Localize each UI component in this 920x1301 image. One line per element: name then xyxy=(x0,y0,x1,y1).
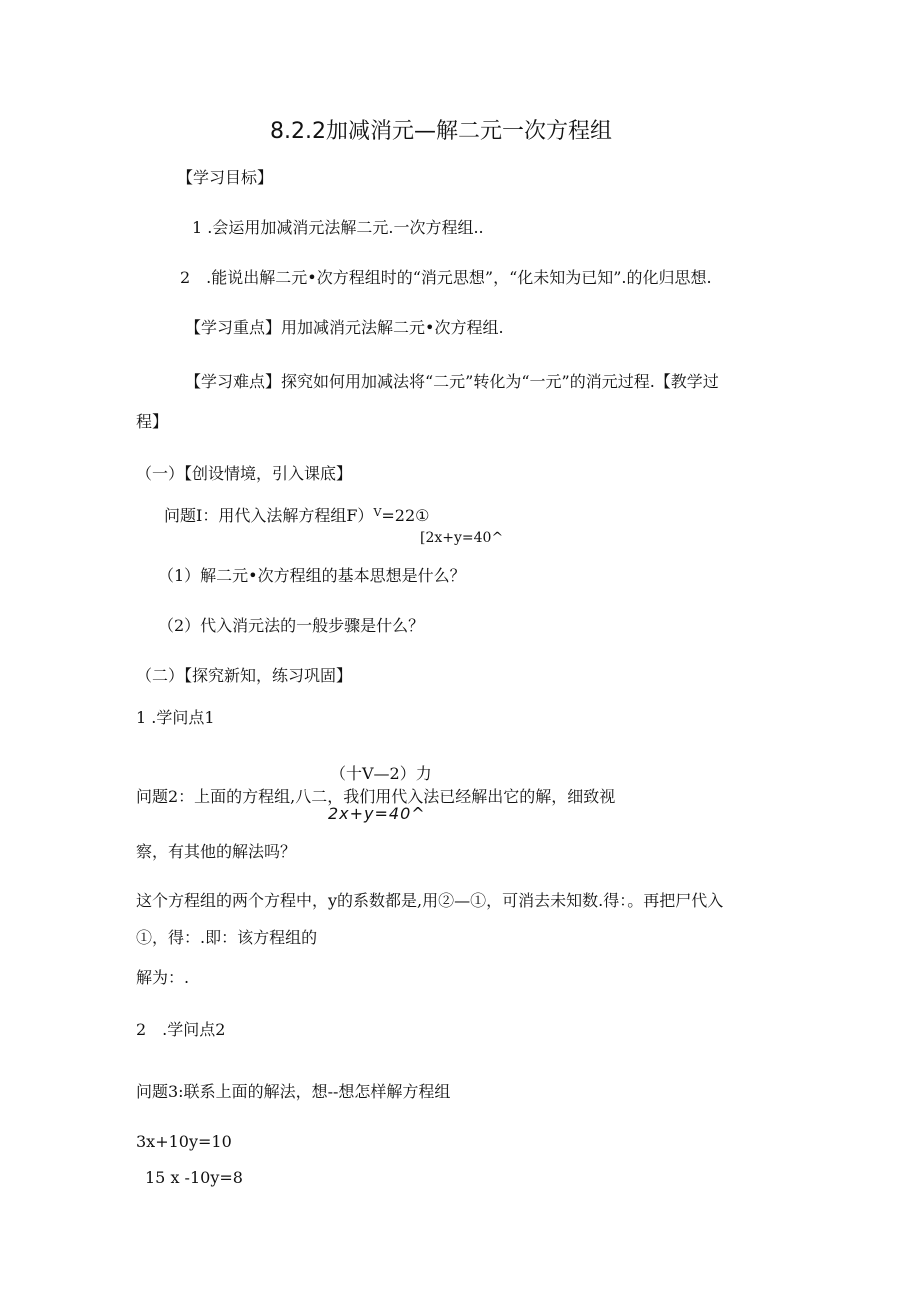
paragraph-line-1: 这个方程组的两个方程中，y的系数都是,用②—①，可消去未知数.得：。再把尸代入 xyxy=(136,891,724,910)
question-1-eq2: [2x+y=40^ xyxy=(420,530,504,546)
question-3: 问题3:联系上面的解法，想--想怎样解方程组 xyxy=(136,1082,451,1101)
question-1-eq1: =22① xyxy=(381,506,430,525)
equation-a: 3x+10y=10 xyxy=(136,1132,232,1151)
section-1-heading: （一）【创设情境，引入课底】 xyxy=(136,464,353,483)
question-2-line-2: 察，有其他的解法吗？ xyxy=(136,842,297,861)
question-2-equation: 2x+y=40^ xyxy=(328,804,426,823)
objectives-header: 【学习目标】 xyxy=(177,168,274,187)
question-1-superscript: V xyxy=(373,506,382,519)
question-2-above: （十V—2）力 xyxy=(330,764,432,783)
question-1b: （2）代入消元法的一般步骤是什么？ xyxy=(158,616,425,635)
key-point: 【学习重点】用加减消元法解二元•次方程组. xyxy=(185,318,504,337)
difficulty-line-1: 【学习难点】探究如何用加减法将“二元”转化为“一元”的消元过程.【教学过 xyxy=(185,372,719,391)
question-1-text: 问题I：用代入法解方程组F） xyxy=(164,506,374,525)
paragraph-line-2: ①，得：.即：该方程组的 xyxy=(136,928,318,947)
point-1: 1 .学问点1 xyxy=(136,708,215,727)
page-title: 8.2.2加减消元—解二元一次方程组 xyxy=(270,119,612,144)
objective-2: 2 .能说出解二元•次方程组时的“消元思想”，“化未知为已知”.的化归思想. xyxy=(180,268,712,287)
objective-1: 1 .会运用加减消元法解二元.一次方程组.. xyxy=(192,218,484,237)
point-2: 2 .学问点2 xyxy=(136,1020,226,1039)
section-2-heading: （二）【探究新知，练习巩固】 xyxy=(136,666,353,685)
equation-b: 15 x -10y=8 xyxy=(145,1168,243,1187)
question-1 xyxy=(164,506,430,528)
question-1a: （1）解二元•次方程组的基本思想是什么？ xyxy=(158,566,466,585)
paragraph-line-3: 解为：. xyxy=(136,968,190,987)
difficulty-line-2: 程】 xyxy=(136,412,169,431)
question-2-line-1: 问题2：上面的方程组,八二，我们用代入法已经解出它的解，细致视 xyxy=(136,787,616,806)
